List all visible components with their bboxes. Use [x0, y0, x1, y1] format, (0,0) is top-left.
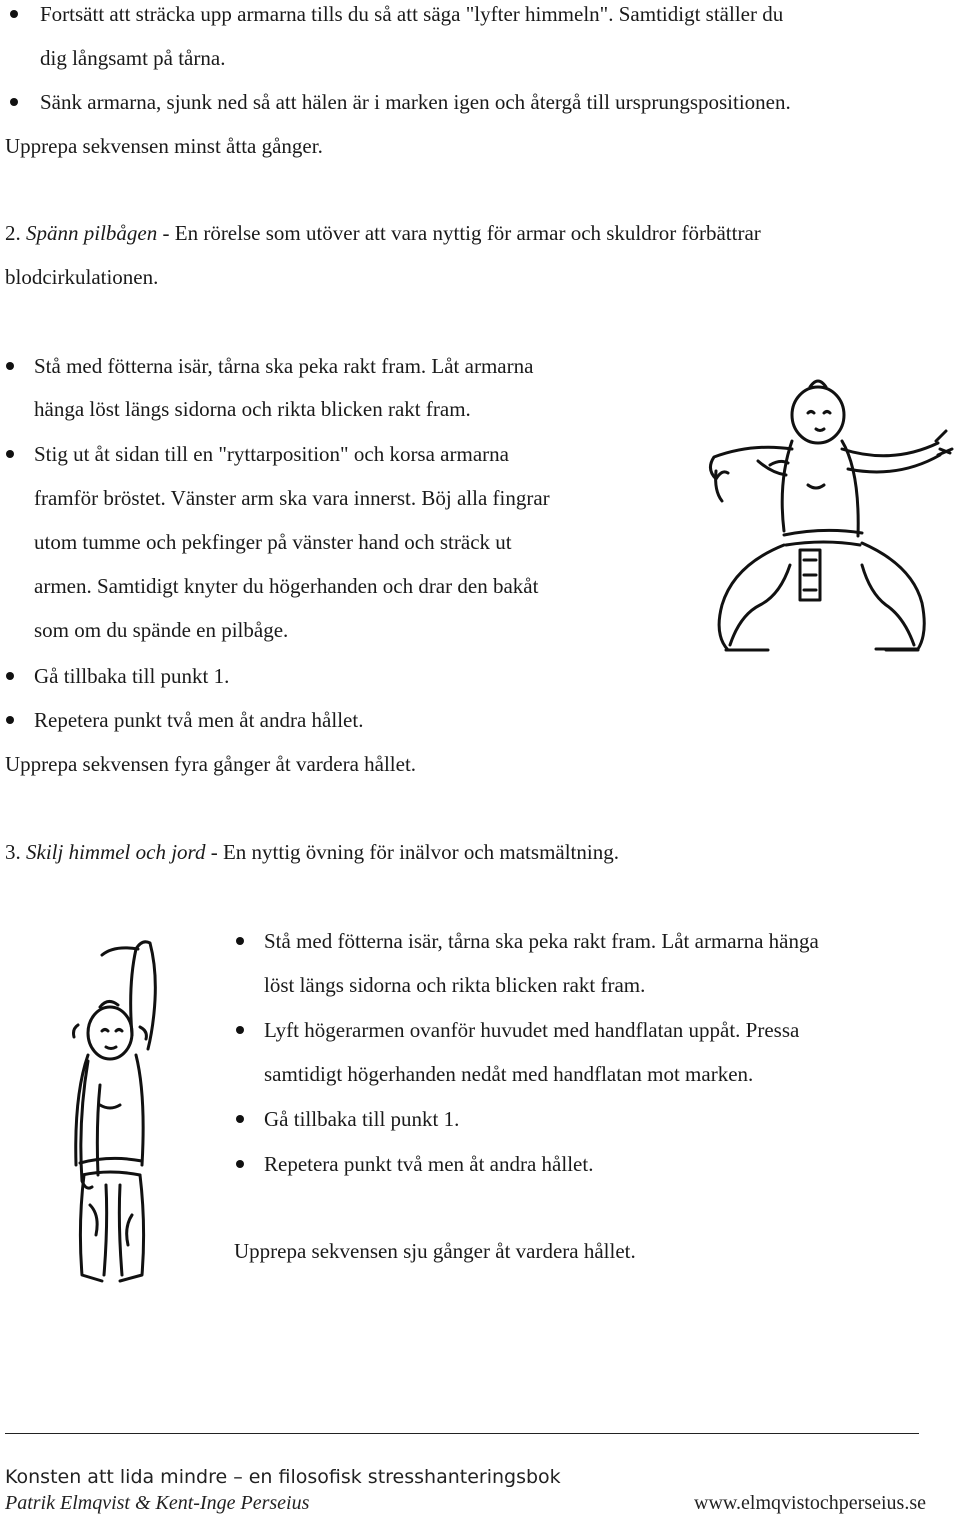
section-3-desc: - En nyttig övning för inälvor och matsmältning.	[205, 840, 619, 864]
bullet-dot	[6, 716, 14, 724]
s3-bullet-3-line-1: Gå tillbaka till punkt 1.	[264, 1107, 460, 1131]
bullet-dot	[10, 98, 18, 106]
bullet-dot	[236, 1115, 244, 1123]
section-2-desc: - En rörelse som utöver att vara nyttig för armar och skuldror förbättrar	[157, 221, 761, 245]
top-repeat: Upprepa sekvensen minst åtta gånger.	[5, 134, 323, 158]
section-3-title: Skilj himmel och jord	[26, 840, 206, 864]
section-2-repeat: Upprepa sekvensen fyra gånger åt vardera hållet.	[5, 752, 417, 776]
bullet-dot	[6, 672, 14, 680]
section-2-heading	[5, 211, 761, 255]
bullet-dot	[236, 937, 244, 945]
bullet-dot	[6, 450, 14, 458]
s2-bullet-3-line-1: Gå tillbaka till punkt 1.	[34, 664, 230, 688]
bullet-dot	[10, 10, 18, 18]
section-3-heading	[5, 830, 619, 874]
footer-rule	[5, 1433, 919, 1434]
s3-bullet-4-line-1: Repetera punkt två men åt andra hållet.	[264, 1152, 594, 1176]
s3-bullet-2-line-1: Lyft högerarmen ovanför huvudet med handflatan uppåt. Pressa	[264, 1018, 800, 1042]
bullet-dot	[236, 1026, 244, 1034]
s2-bullet-1-line-1: Stå med fötterna isär, tårna ska peka rakt fram. Låt armarna	[34, 354, 534, 378]
section-3-number: 3.	[5, 840, 26, 864]
top-bullet-1-line-2: dig långsamt på tårna.	[40, 46, 226, 70]
s2-bullet-2-line-5: som om du spände en pilbåge.	[34, 618, 289, 642]
raised-arm-illustration	[60, 935, 180, 1290]
top-bullet-1-line-1: Fortsätt att sträcka upp armarna tills du så att säga "lyfter himmeln". Samtidigt ställer du	[40, 2, 784, 26]
section-2-title: Spänn pilbågen	[26, 221, 158, 245]
s2-bullet-2-line-3: utom tumme och pekfinger på vänster hand och sträck ut	[34, 530, 512, 554]
bullet-dot	[6, 362, 14, 370]
footer-book-title: Konsten att lida mindre – en filosofisk stresshanteringsbok	[5, 1466, 561, 1488]
s2-bullet-4-line-1: Repetera punkt två men åt andra hållet.	[34, 708, 364, 732]
s2-bullet-2-line-2: framför bröstet. Vänster arm ska vara innerst. Böj alla fingrar	[34, 486, 550, 510]
section-2-number: 2.	[5, 221, 26, 245]
s2-bullet-1-line-2: hänga löst längs sidorna och rikta blicken rakt fram.	[34, 397, 471, 421]
section-2-desc-line-2: blodcirkulationen.	[5, 265, 159, 289]
s2-bullet-2-line-1: Stig ut åt sidan till en "ryttarposition" och korsa armarna	[34, 442, 509, 466]
footer-url: www.elmqvistochperseius.se	[694, 1492, 926, 1514]
s2-bullet-2-line-4: armen. Samtidigt knyter du högerhanden och drar den bakåt	[34, 574, 539, 598]
s3-bullet-1-line-2: löst längs sidorna och rikta blicken rakt fram.	[264, 973, 646, 997]
s3-bullet-1-line-1: Stå med fötterna isär, tårna ska peka rakt fram. Låt armarna hänga	[264, 929, 819, 953]
section-3-repeat: Upprepa sekvensen sju gånger åt vardera hållet.	[234, 1239, 636, 1263]
s3-bullet-2-line-2: samtidigt högerhanden nedåt med handflatan mot marken.	[264, 1062, 754, 1086]
footer-authors: Patrik Elmqvist & Kent-Inge Perseius	[5, 1492, 310, 1514]
bullet-dot	[236, 1160, 244, 1168]
archer-pose-illustration	[700, 345, 960, 660]
top-bullet-2-line-1: Sänk armarna, sjunk ned så att hälen är i marken igen och återgå till ursprungspositionen.	[40, 90, 791, 114]
